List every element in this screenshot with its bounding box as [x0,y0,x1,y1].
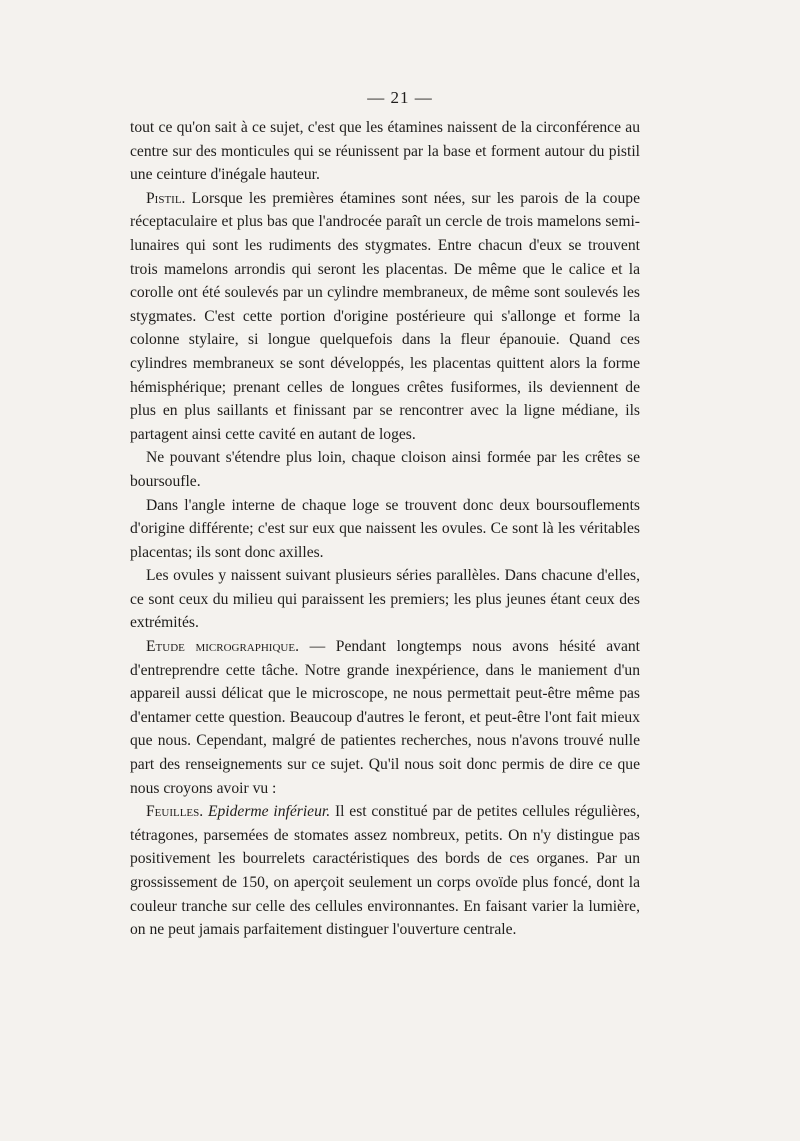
paragraph-cloison [130,446,640,493]
paragraph-text: Il est constitué par de petites cellules régulières, tétragones, parsemées de stomates assez nombreux, petits. On n'y distingue pas positivement les bourrelets caractéristiques des bords de ces organes. Par un grossissement de 150, on aperçoit seulement un corps ovoïde plus foncé, dont la couleur tranche sur celle des cellules environnantes. En faisant varier la lumière, on ne peut jamais parfaitement distinguer l'ouverture centrale. [130,803,641,939]
section-heading-pistil: Pistil. [146,189,186,207]
paragraph-etude-micrographique [130,635,640,800]
paragraph-text: Ne pouvant s'étendre plus loin, chaque cloison ainsi formée par les crêtes se boursoufle. [130,449,640,490]
page-number: — 21 — [367,88,433,107]
paragraph-pistil [130,187,640,447]
paragraph-text: Dans l'angle interne de chaque loge se trouvent donc deux boursouflements d'origine différente; c'est sur eux que naissent les ovules. Ce sont là les véritables placentas; ils sont donc axilles. [130,496,640,561]
body-text [130,116,640,942]
paragraph-feuilles [130,800,640,942]
section-heading-etude-micrographique: Etude micrographique. [146,638,299,656]
paragraph-placentas [130,494,640,565]
section-heading-feuilles: Feuilles. [146,803,204,821]
subheading-epiderme-inferieur: Epiderme inférieur. [207,803,331,821]
paragraph-text: Lorsque les premières étamines sont nées, sur les parois de la coupe réceptaculaire et plus bas que l'androcée paraît un cercle de trois mamelons semi-lunaires qui sont les rudiments des stygmates. Entre chacun d'eux se trouvent trois mamelons arrondis qui seront les placentas. De même que le calice et la corolle ont été soulevés par un cylindre membraneux, de même sont soulevés les stygmates. C'est cette portion d'origine postérieure qui s'allonge et forme la colonne stylaire, si longue quelquefois dans la fleur épanouie. Quand ces cylindres membraneux se sont développés, les placentas quittent alors la forme hémisphérique; prenant celles de longues crêtes fusiformes, ils deviennent de plus en plus saillants et finissant par se rencontrer avec la ligne médiane, ils partagent ainsi cette cavité en autant de loges. [130,189,640,443]
paragraph-text: tout ce qu'on sait à ce sujet, c'est que les étamines naissent de la circonférence au centre sur des monticules qui se réunissent par la base et forment autour du pistil une ceinture d'inégale hauteur. [130,119,640,184]
paragraph-text: Les ovules y naissent suivant plusieurs séries parallèles. Dans chacune d'elles, ce sont ceux du milieu qui paraissent les premiers; les plus jeunes étant ceux des extrémités. [130,567,640,632]
paragraph-ovules [130,564,640,635]
paragraph-text: — Pendant longtemps nous avons hésité avant d'entreprendre cette tâche. Notre grande inexpérience, dans le maniement d'un appareil aussi délicat que le microscope, ne nous permettait peut-être même pas d'entamer cette question. Beaucoup d'autres le feront, et peut-être l'ont fait mieux que nous. Cependant, malgré de patientes recherches, nous n'avons trouvé nulle part des renseignements sur ce sujet. Qu'il nous soit donc permis de dire ce que nous croyons avoir vu : [130,638,640,797]
paragraph-continuation [130,116,640,187]
